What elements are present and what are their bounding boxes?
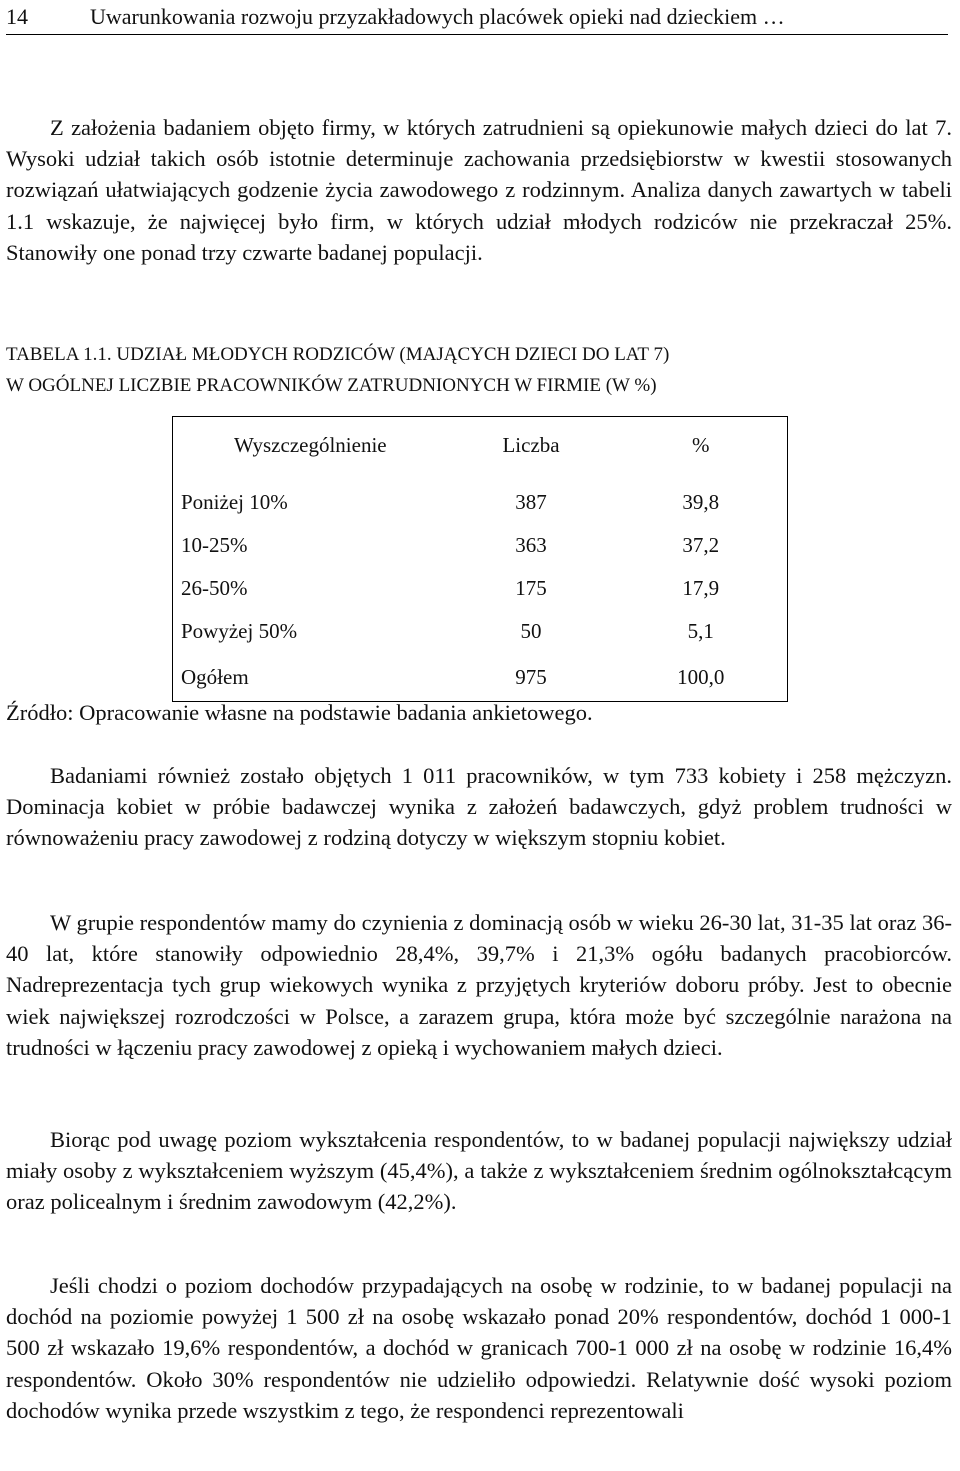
paragraph-respondents: Badaniami również zostało objętych 1 011 pracowników, w tym 733 kobiety i 258 mężczyzn. Dominacja kobiet w próbie badawczej wynika z założeń badawczych, gdyż problem trudności w równoważeniu pracy zawodowej z rodziną dotyczy w większym stopniu kobiet. <box>6 763 952 851</box>
table-cell-count: 50 <box>520 619 542 643</box>
table-caption-line-1: TABELA 1.1. UDZIAŁ MŁODYCH RODZICÓW (MAJĄCYCH DZIECI DO LAT 7) <box>6 344 670 365</box>
table-row-total <box>173 653 788 702</box>
table-cell-category: Poniżej 10% <box>181 490 288 514</box>
table-cell-percent: 5,1 <box>687 619 714 643</box>
table-source-note: Źródło: Opracowanie własne na podstawie badania ankietowego. <box>6 700 593 725</box>
paragraph-income: Jeśli chodzi o poziom dochodów przypadających na osobę w rodzinie, to w badanej populacji na dochód na poziomie powyżej 1 500 zł na osobę wskazało ponad 20% respondentów, dochód 1 000-1 500 zł wskazało 19,6% respondentów, a dochód w granicach 700-1 000 zł na osobę w rodzinie 16,4% respondentów. Około 30% respondentów nie udzieliło odpowiedzi. Relatywnie dość wysoki poziom dochodów wynika przede wszystkim z tego, że respondenci reprezentowali <box>6 1273 952 1423</box>
table-header-row <box>173 417 788 474</box>
running-title: Uwarunkowania rozwoju przyzakładowych placówek opieki nad dzieckiem … <box>90 4 785 29</box>
table-row <box>173 524 788 567</box>
data-table <box>172 416 788 702</box>
table-cell-percent: 100,0 <box>677 664 725 689</box>
table-caption-line-2: W OGÓLNEJ LICZBIE PRACOWNIKÓW ZATRUDNIONYCH W FIRMIE (W %) <box>6 374 657 396</box>
table-cell-count: 363 <box>515 533 547 557</box>
table-cell-percent: 17,9 <box>682 576 720 600</box>
table-cell-count: 975 <box>515 664 547 689</box>
table-cell-category: Powyżej 50% <box>181 619 298 643</box>
table-row <box>173 567 788 610</box>
paragraph-intro: Z założenia badaniem objęto firmy, w których zatrudnieni są opiekunowie małych dzieci do lat 7. Wysoki udział takich osób istotnie determinuje zachowania przedsiębiorstw w kwestii stosowanych rozwiązań ułatwiających godzenie życia zawodowego z rodzinnym. Analiza danych zawartych w tabeli 1.1 wskazuje, że najwięcej było firm, w których udział młodych rodziców nie przekraczał 25%. Stanowiły one ponad trzy czwarte badanej populacji. <box>6 115 952 265</box>
column-header-count: Liczba <box>502 432 560 457</box>
table-cell-category: 10-25% <box>181 533 248 557</box>
table-row <box>173 481 788 524</box>
table-caption <box>6 340 952 401</box>
table-cell-category: Ogółem <box>181 664 249 689</box>
running-header <box>6 2 948 35</box>
table-row <box>173 610 788 653</box>
table-cell-percent: 39,8 <box>682 490 720 514</box>
paragraph-education: Biorąc pod uwagę poziom wykształcenia respondentów, to w badanej populacji największy udział miały osoby z wykształceniem wyższym (45,4%), a także z wykształceniem średnim ogólnokształcącym oraz policealnym i średnim zawodowym (42,2%). <box>6 1127 952 1215</box>
paragraph-age-groups: W grupie respondentów mamy do czynienia z dominacją osób w wieku 26-30 lat, 31-35 lat oraz 36-40 lat, które stanowiły odpowiednio 28,4%, 39,7% i 21,3% ogółu badanych pracobiorców. Nadreprezentacja tych grup wiekowych wynika z przyjętych kryteriów doboru próby. Jest to obecnie wiek największej rozrodczości w Polsce, a zarazem grupa, która może być szczególnie narażona na trudności w łączeniu pracy zawodowej z opieką i wychowaniem małych dzieci. <box>6 910 952 1060</box>
table-cell-category: 26-50% <box>181 576 248 600</box>
page-number: 14 <box>6 4 28 29</box>
table-cell-count: 175 <box>515 576 547 600</box>
column-header-percent: % <box>692 432 710 457</box>
column-header-category: Wyszczególnienie <box>233 432 387 457</box>
table-cell-count: 387 <box>515 490 547 514</box>
table-cell-percent: 37,2 <box>682 533 720 557</box>
